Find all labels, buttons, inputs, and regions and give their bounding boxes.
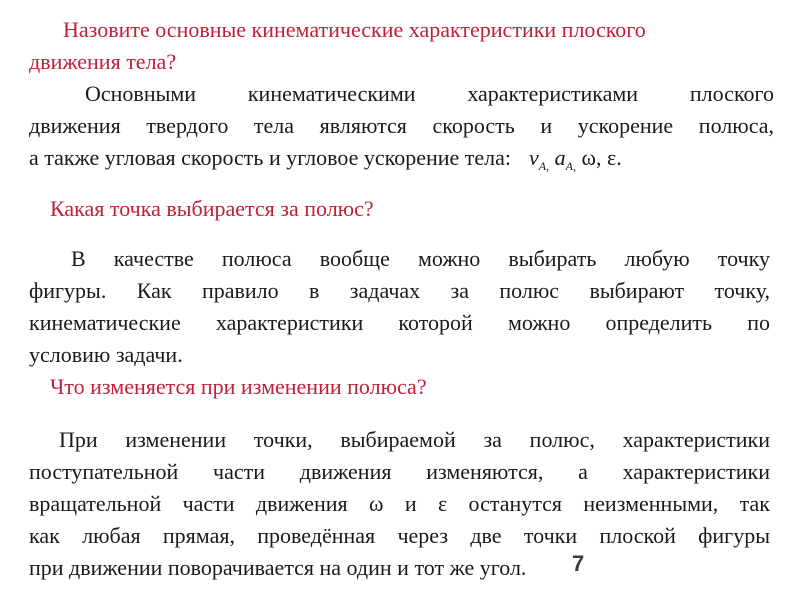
question3-text: Что изменяется при изменении полюса? [50, 374, 427, 399]
answer3-line-4: как любая прямая, проведённая через две точки плоской фигуры [29, 523, 770, 548]
answer1-line-3: а также угловая скорость и угловое ускорение тела: [29, 145, 512, 170]
answer-pole-change [29, 424, 770, 584]
kinematic-formula [529, 142, 622, 182]
formula-a: a [554, 145, 566, 170]
answer2-line-2: фигуры. Как правило в задачах за полюс выбирают точку, [29, 278, 770, 303]
formula-v-sub: A, [538, 159, 550, 173]
formula-a-sub: A, [565, 159, 576, 173]
answer2-line-3: кинематические характеристики которой можно определить по [29, 310, 770, 335]
answer1-line-3-wrapper [29, 142, 774, 182]
page-number: 7 [572, 551, 585, 576]
answer3-line-5: при движении поворачивается на один и тот же угол. [29, 555, 527, 580]
answer2-line-1: В качестве полюса вообще можно выбирать любую точку [71, 246, 770, 271]
question1-line-2: движения тела? [29, 49, 177, 74]
answer-pole-choice [29, 243, 770, 371]
formula-epsilon: ε. [606, 145, 622, 170]
answer1-line-1: Основными кинематическими характеристиками плоского [85, 81, 774, 106]
answer3-line-1: При изменении точки, выбираемой за полюс, характеристики [59, 427, 770, 452]
question2-text: Какая точка выбирается за полюс? [50, 196, 374, 221]
question-kinematic-characteristics [29, 14, 779, 78]
answer2-line-4: условию задачи. [29, 342, 183, 367]
answer3-line-3: вращательной части движения ω и ε останутся неизменными, так [29, 491, 770, 516]
formula-omega: ω, [581, 145, 602, 170]
question-pole-change [50, 371, 650, 403]
answer1-line-2: движения твердого тела являются скорость и ускорение полюса, [29, 113, 774, 138]
question-pole-choice [50, 193, 550, 225]
answer3-line-2: поступательной части движения изменяются, а характеристики [29, 459, 770, 484]
question1-line-1: Назовите основные кинематические характеристики плоского [63, 17, 646, 42]
answer-kinematic-characteristics [29, 78, 774, 182]
formula-v: v [529, 145, 539, 170]
